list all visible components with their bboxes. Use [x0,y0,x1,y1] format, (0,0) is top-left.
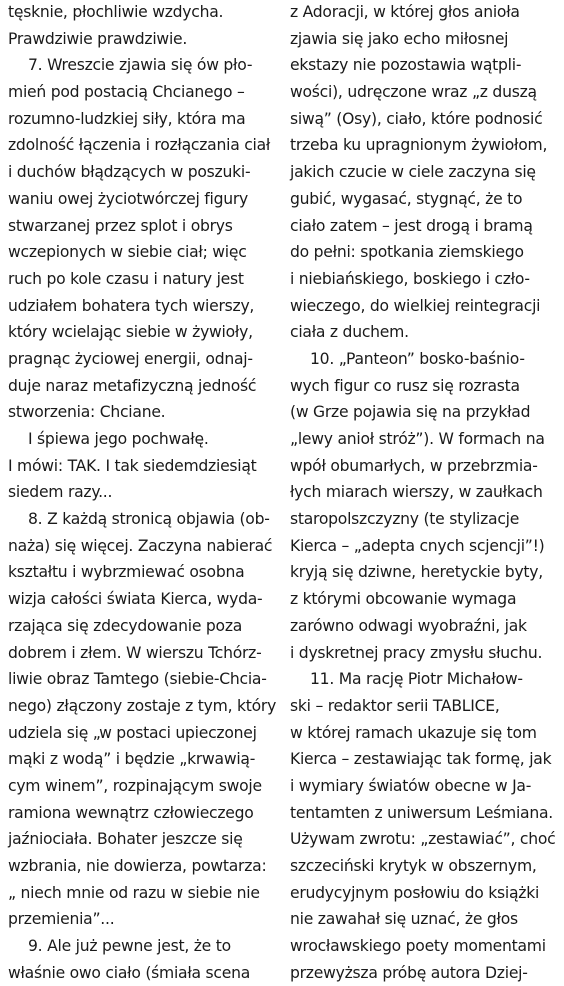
text-line: łych miarach wierszy, w zaułkach [290,483,543,502]
text-line: zarówno odwagi wyobraźni, jak [290,616,527,635]
text-line: trzeba ku upragnionym żywiołom, [290,136,548,155]
text-line: stwarzanej przez splot i obrys [8,216,233,235]
text-line: pragnąc życiowej energii, odnaj- [8,349,253,368]
text-line: zjawia się jako echo miłosnej [290,29,509,48]
text-line: Kierca – zestawiając tak formę, jak [290,750,552,769]
text-line: zdolność łączenia i rozłączania ciał [8,136,271,155]
text-line: dobrem i złem. W wierszu Tchórz- [8,643,262,662]
text-line: rzająca się zdecydowanie poza [8,616,243,635]
text-line: udziela się „w postaci upieczonej [8,723,257,742]
text-line: wpół obumarłych, w przebrzmia- [290,456,538,475]
text-line: w której ramach ukazuje się tom [290,723,537,742]
text-line: szczeciński krytyk w obszernym, [290,857,537,875]
text-line: nie zawahał się uznać, że głos [290,910,518,929]
text-column-right [290,0,560,986]
text-line: wieczego, do wielkiej reintegracji [290,296,541,315]
text-line: cym winem”, rozpinającym swoje [8,776,262,795]
text-line: ramiona wewnątrz człowieczego [8,803,254,822]
text-line: przewyższa próbę autora Dziej- [290,963,528,982]
text-line: I śpiewa jego pochwałę. [28,430,209,448]
text-line: jaźniociała. Bohater jeszcze się [8,830,243,849]
text-line: właśnie owo ciało (śmiała scena [8,963,251,982]
text-line: „ niech mnie od razu w siebie nie [8,883,260,902]
text-line: wości), udręczone wraz „z duszą [290,83,537,102]
text-line: i dyskretnej pracy zmysłu słuchu. [290,643,543,662]
text-line: siwą” (Osy), ciało, które podnosić [290,109,543,128]
text-line: z Adoracji, w której głos anioła [290,3,520,21]
text-line: 9. Ale już pewne jest, że to [28,937,231,956]
text-line: (w Grze pojawia się na przykład [290,403,531,422]
text-line: przemienia”... [8,910,115,929]
text-line: 8. Z każdą stronicą objawia (ob- [28,510,270,529]
text-line: wizja całości świata Kierca, wyda- [8,590,263,609]
text-line: ciała z duchem. [290,323,409,342]
text-line: ski – redaktor serii TABLICE, [290,696,500,715]
text-line: I mówi: TAK. I tak siedemdziesiąt [8,456,257,475]
text-line: Prawdziwie prawdziwie. [8,29,188,48]
text-line: wczepionych w siebie ciał; więc [8,243,247,262]
text-line: wzbrania, nie dowierza, powtarza: [8,857,267,875]
text-line: liwie obraz Tamtego (siebie-Chcia- [8,670,267,689]
text-line: mąki z wodą” i będzie „krwawią- [8,750,256,769]
text-line: kształtu i wybrzmiewać osobna [8,563,245,582]
text-line: staropolszczyzny (te stylizacje [290,510,520,529]
text-line: nego) złączony zostaje z tym, który [8,696,277,715]
text-line: ekstazy nie pozostawia wątpli- [290,56,522,75]
text-line: stworzenia: Chciane. [8,403,166,422]
text-line: 7. Wreszcie zjawia się ów pło- [28,56,253,75]
text-line: który wcielając siebie w żywioły, [8,323,253,342]
text-line: gubić, wygasać, stygnąć, że to [290,189,523,208]
text-line: Kierca – „adepta cnych scjencji”!) [290,536,545,555]
text-line: mień pod postacią Chcianego – [8,83,245,102]
text-line: siedem razy... [8,483,113,502]
text-line: wych figur co rusz się rozrasta [290,376,520,395]
text-line: naża) się więcej. Zaczyna nabierać [8,536,273,555]
text-line: „lewy anioł stróż”). W formach na [290,430,545,448]
text-line: Używam zwrotu: „zestawiać”, choć [290,830,556,849]
text-line: waniu owej życiotwórczej figury [8,189,249,208]
text-line: tentamten z uniwersum Leśmiana. [290,803,554,822]
text-line: tęsknie, płochliwie wzdycha. [8,3,224,21]
text-line: do pełni: spotkania ziemskiego [290,243,524,262]
text-line: i duchów błądzących w poszuki- [8,163,251,182]
text-line: z którymi obcowanie wymaga [290,590,517,609]
text-line: jakich czucie w ciele zaczyna się [290,163,536,182]
text-line: i niebiańskiego, boskiego i czło- [290,269,530,288]
text-line: ciało zatem – jest drogą i bramą [290,216,533,235]
text-line: duje naraz metafizyczną jedność [8,376,257,395]
text-column-left [8,0,280,986]
text-line: 10. „Panteon” bosko-baśnio- [310,349,525,368]
text-line: i wymiary światów obecne w Ja- [290,776,532,795]
text-line: wrocławskiego poety momentami [290,937,546,956]
text-line: udziałem bohatera tych wierszy, [8,296,255,315]
text-line: ruch po kole czasu i natury jest [8,269,244,288]
text-line: rozumno-ludzkiej siły, która ma [8,109,246,128]
text-line: 11. Ma rację Piotr Michałow- [310,670,523,689]
text-line: kryją się dziwne, heretyckie byty, [290,563,543,582]
text-line: erudycyjnym posłowiu do książki [290,883,540,902]
